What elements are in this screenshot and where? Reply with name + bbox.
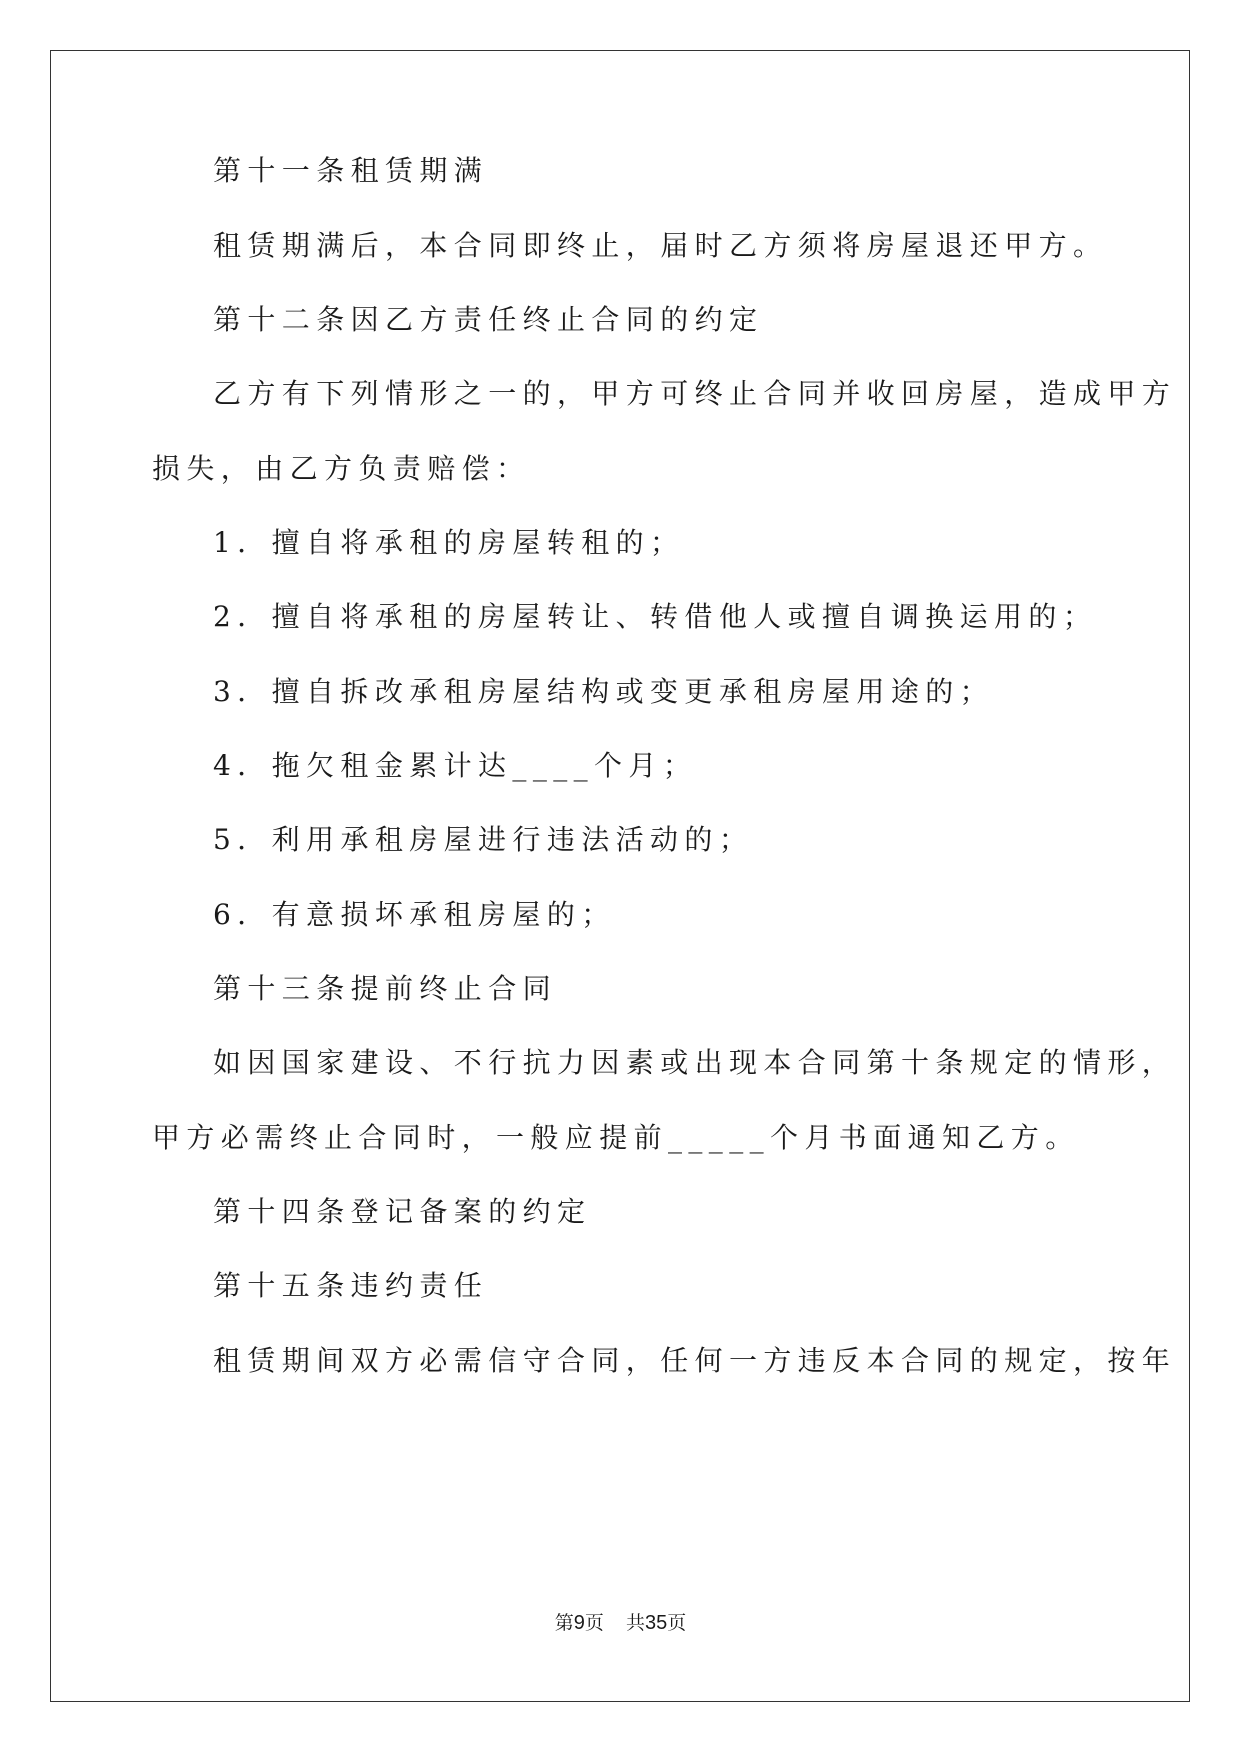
article-15-text-line-1: 租赁期间双方必需信守合同，任何一方违反本合同的规定，按年 [213,1344,1177,1377]
article-14-heading: 第十四条登记备案的约定 [213,1195,592,1228]
article-11-heading: 第十一条租赁期满 [213,154,489,187]
article-13-text-line-2: 甲方必需终止合同时，一般应提前_____个月书面通知乙方。 [152,1121,1080,1154]
list-item: 4．拖欠租金累计达____个月； [213,749,698,782]
total-prefix: 共 [625,1612,645,1634]
page-suffix: 页 [584,1612,604,1634]
list-item: 5．利用承租房屋进行违法活动的； [213,823,754,856]
page-prefix: 第 [554,1612,574,1634]
article-12-text-line-2: 损失，由乙方负责赔偿： [152,452,531,485]
article-15-heading: 第十五条违约责任 [213,1269,489,1302]
article-12-text-line-1: 乙方有下列情形之一的，甲方可终止合同并收回房屋，造成甲方 [213,377,1177,410]
page-footer [0,1611,1241,1635]
article-13-text-line-1: 如因国家建设、不行抗力因素或出现本合同第十条规定的情形， [213,1046,1177,1079]
article-13-heading: 第十三条提前终止合同 [213,972,558,1005]
article-11-text: 租赁期满后，本合同即终止，届时乙方须将房屋退还甲方。 [213,229,1108,262]
list-item: 1．擅自将承租的房屋转租的； [213,526,685,559]
list-item: 6．有意损坏承租房屋的； [213,898,616,931]
page-number: 9 [573,1612,585,1634]
total-pages: 35 [644,1612,668,1634]
list-item: 2．擅自将承租的房屋转让、转借他人或擅自调换运用的； [213,600,1098,633]
total-suffix: 页 [667,1612,687,1634]
list-item: 3．擅自拆改承租房屋结构或变更承租房屋用途的； [213,675,995,708]
article-12-heading: 第十二条因乙方责任终止合同的约定 [213,303,764,336]
page-border [50,50,1190,1702]
